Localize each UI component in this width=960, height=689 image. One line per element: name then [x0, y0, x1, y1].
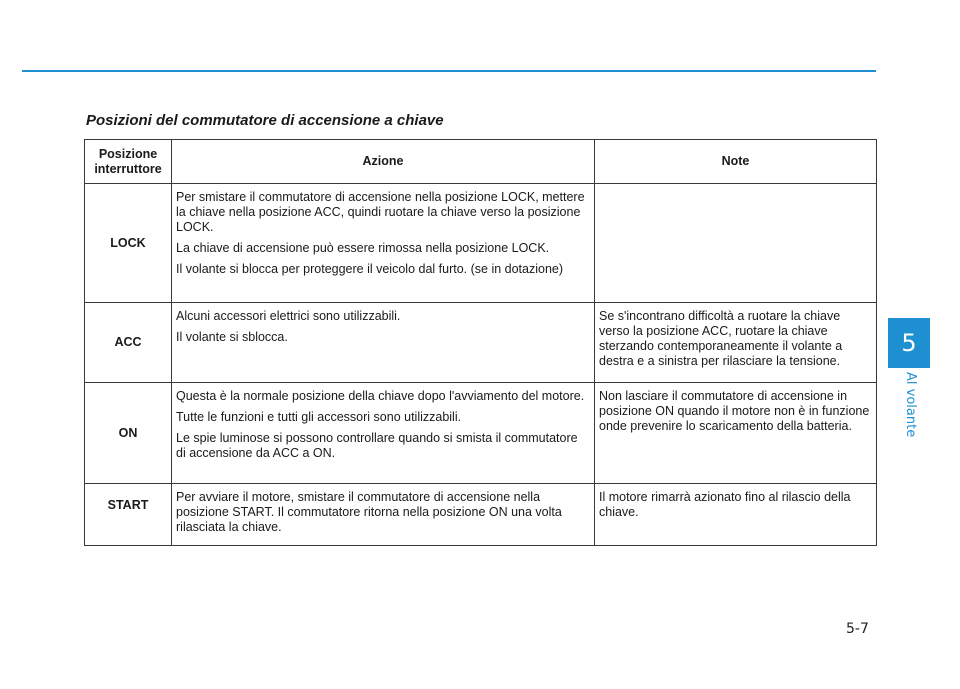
action-text: La chiave di accensione può essere rimossa nella posizione LOCK.	[176, 241, 550, 255]
table-row-acc	[85, 303, 877, 383]
table-row-lock	[85, 184, 877, 303]
section-title: Posizioni del commutatore di accensione a chiave	[86, 112, 444, 129]
note-cell: Il motore rimarrà azionato fino al rilascio della chiave.	[595, 484, 877, 546]
action-text: Il volante si blocca per proteggere il veicolo dal furto. (se in dotazione)	[176, 262, 564, 276]
action-text: Tutte le funzioni e tutti gli accessori sono utilizzabili.	[176, 410, 462, 424]
note-cell: Non lasciare il commutatore di accensione in posizione ON quando il motore non è in funzione onde prevenire lo scaricamento della batteria.	[595, 383, 877, 484]
action-cell	[172, 303, 595, 383]
header-rule	[22, 70, 876, 72]
table-row-start	[85, 484, 877, 546]
action-cell	[172, 484, 595, 546]
position-cell: ON	[85, 383, 172, 484]
action-text: Il volante si sblocca.	[176, 330, 288, 344]
column-header-action	[172, 140, 595, 184]
action-text: Alcuni accessori elettrici sono utilizzabili.	[176, 309, 401, 323]
action-text: Questa è la normale posizione della chiave dopo l'avviamento del motore.	[176, 389, 585, 403]
chapter-number-tab: 5	[888, 318, 930, 368]
action-text: Per avviare il motore, smistare il commutatore di accensione nella posizione START. Il commutatore ritorna nella posizione ON una volta rilasciata la chiave.	[176, 490, 562, 534]
page-number: 5-7	[846, 621, 869, 637]
note-cell	[595, 184, 877, 303]
column-header-position	[85, 140, 172, 184]
ignition-positions-table	[84, 139, 877, 546]
column-header-note	[595, 140, 877, 184]
column-header-position-label: Posizione interruttore	[94, 146, 162, 176]
column-header-action-label: Azione	[362, 154, 404, 168]
column-header-note-label: Note	[721, 154, 750, 168]
table-row-on	[85, 383, 877, 484]
action-text: Per smistare il commutatore di accensione nella posizione LOCK, mettere la chiave nella posizione ACC, quindi ruotare la chiave verso la posizione LOCK.	[176, 190, 585, 234]
chapter-title: Al volante	[903, 372, 918, 438]
table-header-row	[85, 140, 877, 184]
position-cell: LOCK	[85, 184, 172, 303]
action-cell	[172, 184, 595, 303]
position-cell: ACC	[85, 303, 172, 383]
position-cell: START	[85, 484, 172, 546]
action-text: Le spie luminose si possono controllare quando si smista il commutatore di accensione da ACC a ON.	[176, 431, 578, 460]
note-cell: Se s'incontrano difficoltà a ruotare la chiave verso la posizione ACC, ruotare la chiave sterzando contemporaneamente il volante a destra e a sinistra per rilasciare la tensione.	[595, 303, 877, 383]
action-cell	[172, 383, 595, 484]
